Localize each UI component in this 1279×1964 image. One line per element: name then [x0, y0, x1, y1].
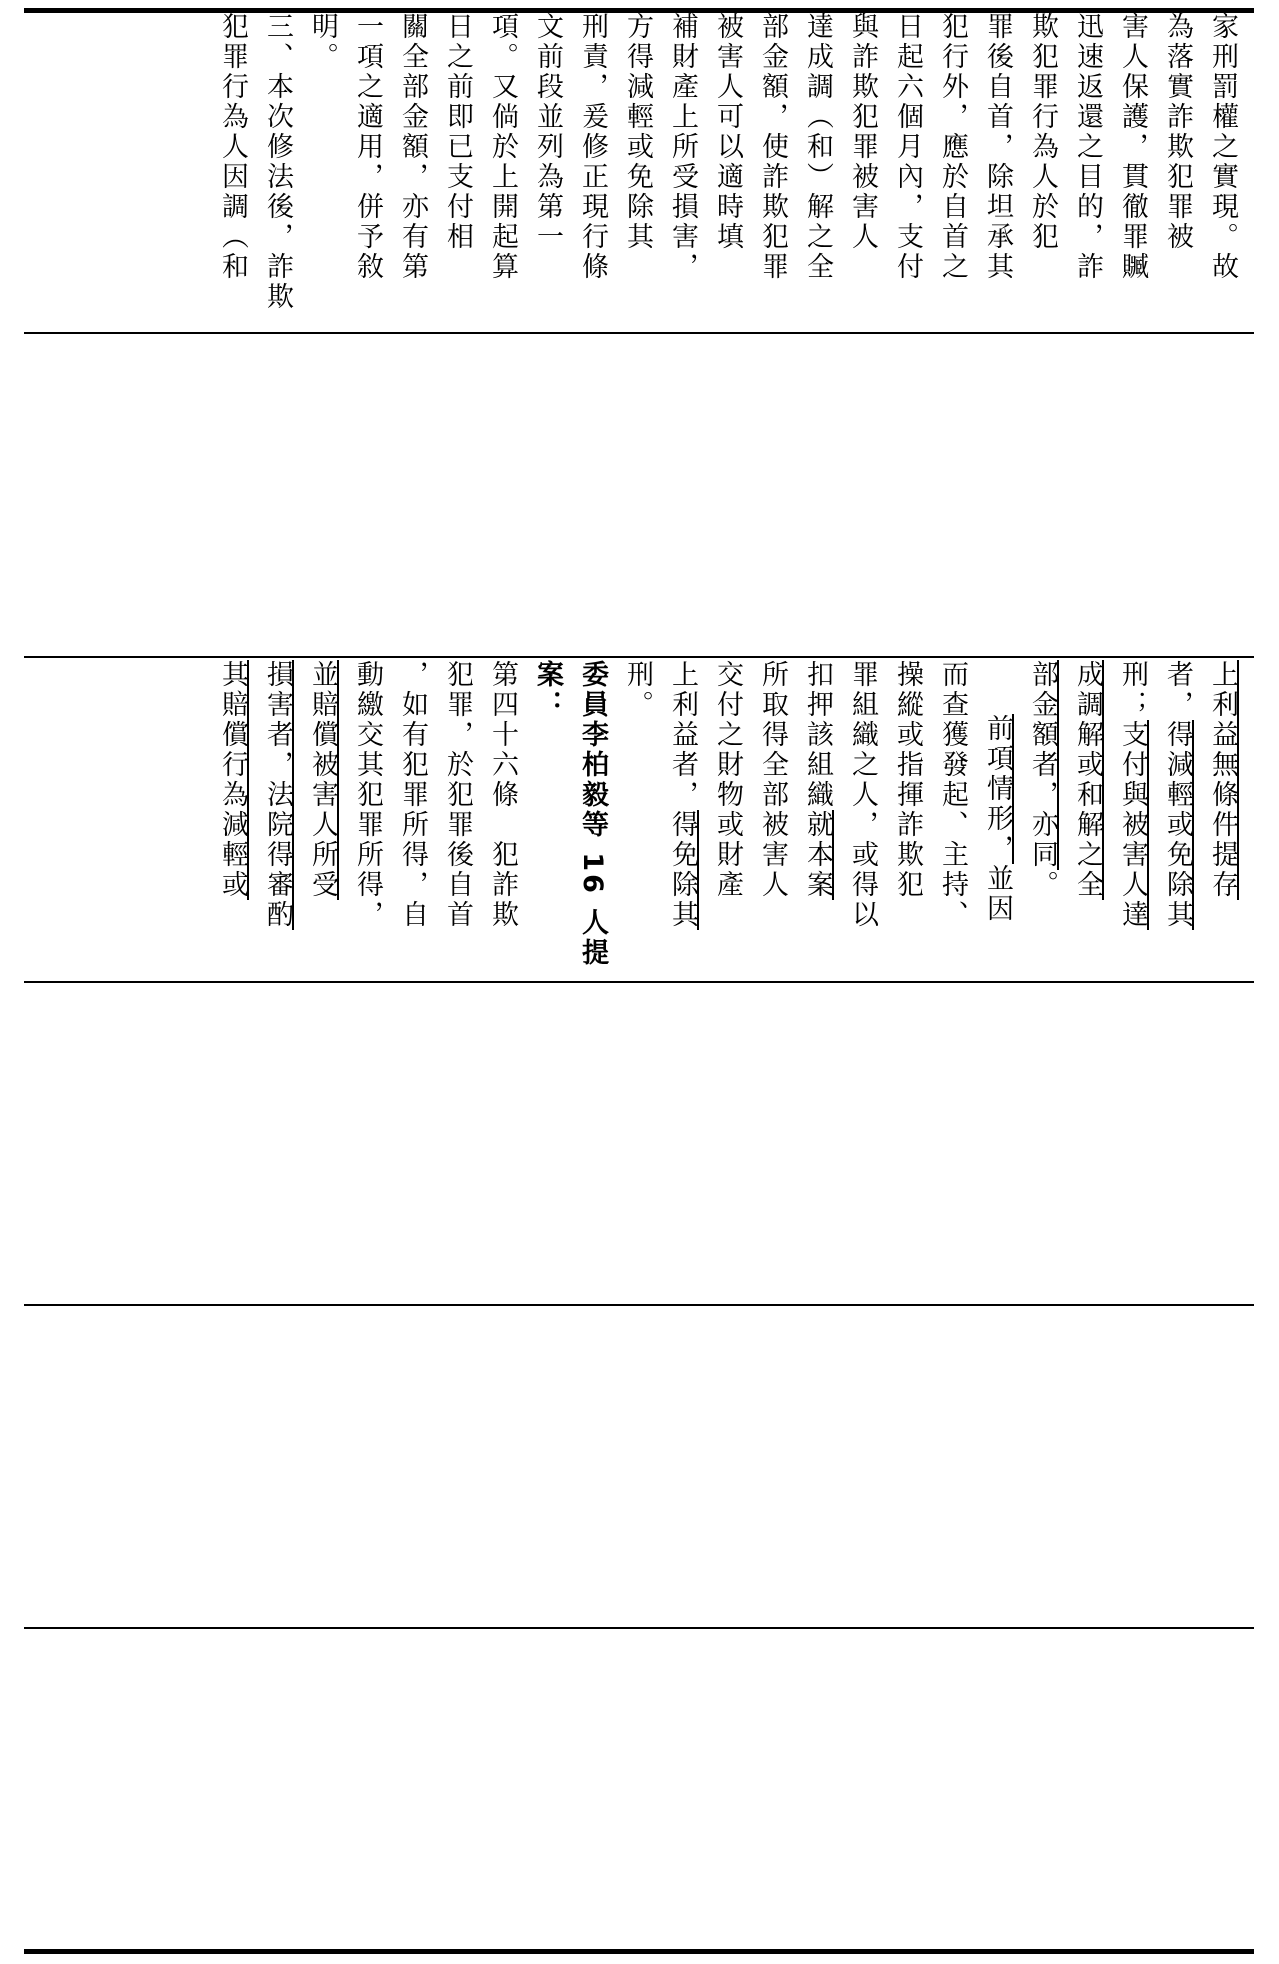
text-line [750, 12, 795, 330]
section-divider [24, 1627, 1254, 1629]
text-segment: 罪後自首，除坦承其 [982, 12, 1013, 282]
text-line [300, 660, 345, 978]
text-line [1200, 12, 1245, 330]
text-line [615, 660, 660, 978]
text-segment: 。 [1027, 870, 1058, 900]
text-segment: 前項情形， [982, 714, 1013, 864]
text-segment: 一項之適用，併予敘 [352, 12, 383, 282]
text-line [1020, 660, 1065, 978]
text-segment: 就本案 [802, 810, 833, 900]
text-segment: 項。又倘於上開起算 [487, 12, 518, 282]
text-segment: 刑責，爰修正現行條 [577, 12, 608, 282]
text-line [615, 12, 660, 330]
text-line [1155, 12, 1200, 330]
text-segment: 損害者，法院得審酌 [262, 660, 293, 930]
text-line [1110, 660, 1155, 978]
text-line [660, 12, 705, 330]
proposal-heading: 案： [532, 660, 563, 720]
text-line [525, 660, 570, 978]
text-segment: 關全部金額，亦有第 [397, 12, 428, 282]
text-line [885, 660, 930, 978]
text-segment: 被害人可以適時填 [712, 12, 743, 252]
text-line [1065, 12, 1110, 330]
text-line [210, 12, 255, 330]
text-line [480, 660, 525, 978]
text-line [570, 12, 615, 330]
text-segment: 三、本次修法後，詐欺 [262, 12, 293, 312]
text-segment: 操縱或指揮詐欺犯 [892, 660, 923, 900]
text-segment: 得減輕或免除其 [1162, 720, 1193, 930]
text-line [795, 660, 840, 978]
text-line [525, 12, 570, 330]
text-segment: 支付與被害人達 [1117, 720, 1148, 930]
text-segment: 並因 [982, 864, 1013, 924]
text-line [390, 660, 435, 978]
text-line [1155, 660, 1200, 978]
text-segment: 害人保護，貫徹罪贓 [1117, 12, 1148, 282]
bottom-rule [24, 1949, 1254, 1954]
text-segment: 第四十六條 犯詐欺 [487, 660, 518, 930]
text-line [390, 12, 435, 330]
text-line [210, 660, 255, 978]
text-line [255, 660, 300, 978]
text-line [885, 12, 930, 330]
text-line [750, 660, 795, 978]
text-segment: 家刑罰權之實現。故 [1207, 12, 1238, 282]
text-segment: 為落實詐欺犯罪被 [1162, 12, 1193, 252]
text-line [480, 12, 525, 330]
text-segment: 犯罪行為人因調（和 [217, 12, 248, 282]
text-segment: 部金額，使詐欺犯罪 [757, 12, 788, 282]
text-segment: 者， [1162, 660, 1193, 720]
text-line [840, 12, 885, 330]
text-segment: 扣押該組織 [802, 660, 833, 810]
text-segment: 並賠償被害人所受 [307, 660, 338, 900]
text-line [930, 660, 975, 978]
proposal-heading: 委員李柏毅等 16 人提 [577, 660, 608, 969]
text-segment: 方得減輕或免除其 [622, 12, 653, 252]
section-divider [24, 981, 1254, 983]
text-segment: 所取得全部被害人 [757, 660, 788, 900]
section-divider [24, 656, 1254, 658]
text-line [975, 660, 1020, 978]
text-segment: 而查獲發起、主持、 [937, 660, 968, 930]
text-line [975, 12, 1020, 330]
text-segment: 成調解或和解之全 [1072, 660, 1103, 900]
text-segment: 達成調（和）解之全 [802, 12, 833, 282]
text-segment: 動繳交其犯罪所得， [352, 660, 383, 930]
text-segment: 交付之財物或財產 [712, 660, 743, 900]
text-segment: 文前段並列為第一 [532, 12, 563, 252]
text-segment: 刑。 [622, 660, 653, 720]
text-segment: 上利益者， [667, 660, 698, 810]
text-segment: 補財產上所受損害， [667, 12, 698, 282]
text-segment: 犯行外，應於自首之 [937, 12, 968, 282]
text-line [705, 660, 750, 978]
text-segment: 犯罪，於犯罪後自首 [442, 660, 473, 930]
text-segment: 刑； [1117, 660, 1148, 720]
text-line [345, 660, 390, 978]
section-divider [24, 1304, 1254, 1306]
text-segment: 部金額者，亦同 [1027, 660, 1058, 870]
text-segment: 得免除其 [667, 810, 698, 930]
text-block-explanation [30, 12, 1245, 330]
text-segment: 迅速返還之目的，詐 [1072, 12, 1103, 282]
text-block-amendment [30, 660, 1245, 978]
text-line [570, 660, 615, 978]
text-segment: 罪組織之人，或得以 [847, 660, 878, 930]
text-line [1110, 12, 1155, 330]
text-line [255, 12, 300, 330]
text-segment: 欺犯罪行為人於犯 [1027, 12, 1058, 252]
text-segment: ，如有犯罪所得，自 [397, 660, 428, 930]
text-line [705, 12, 750, 330]
text-line [300, 12, 345, 330]
text-segment: 日之前即已支付相 [442, 12, 473, 252]
text-line [1065, 660, 1110, 978]
text-line [435, 12, 480, 330]
text-line [435, 660, 480, 978]
text-line [660, 660, 705, 978]
text-line [795, 12, 840, 330]
text-line [1200, 660, 1245, 978]
text-segment: 明。 [307, 12, 338, 72]
text-line [840, 660, 885, 978]
text-line [930, 12, 975, 330]
text-line [345, 12, 390, 330]
section-divider [24, 332, 1254, 334]
text-segment: 其賠償行為減輕或 [217, 660, 248, 900]
text-segment: 上利益無條件提存 [1207, 660, 1238, 900]
text-segment: 與詐欺犯罪被害人 [847, 12, 878, 252]
text-segment: 日起六個月內，支付 [892, 12, 923, 282]
text-line [1020, 12, 1065, 330]
